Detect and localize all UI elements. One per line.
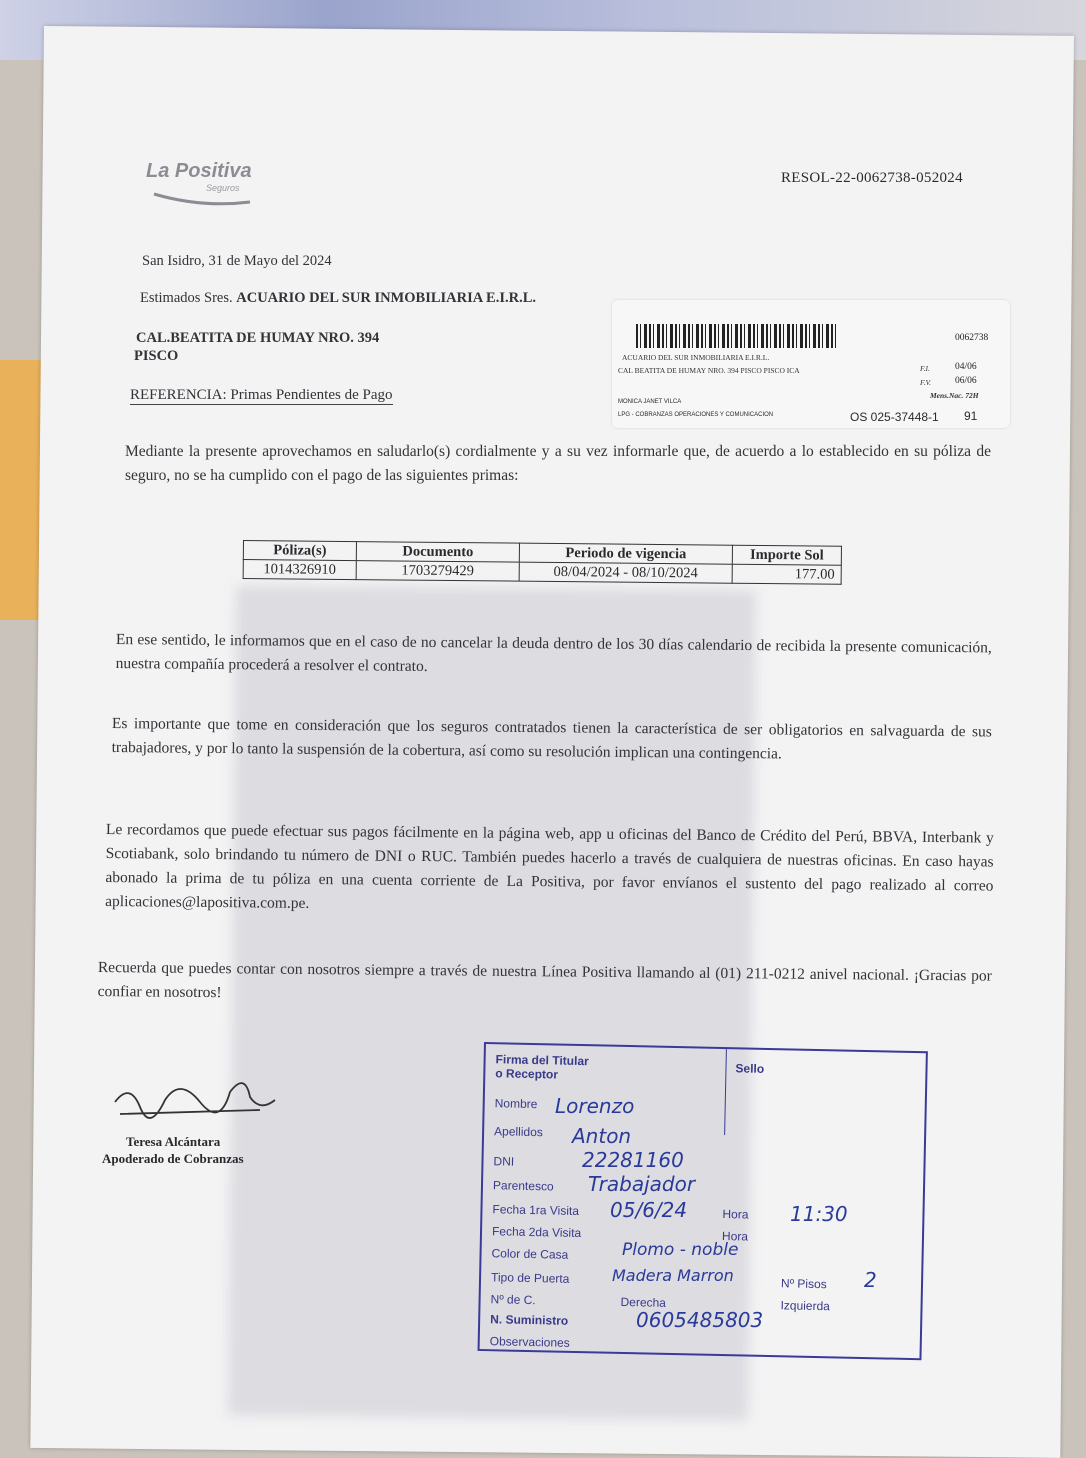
form-parentesco-label: Parentesco (492, 1178, 554, 1194)
cell-importe: 177.00 (732, 564, 841, 584)
form-visita1-label: Fecha 1ra Visita (492, 1202, 580, 1219)
form-divider (724, 1049, 727, 1135)
mail-label (612, 300, 1010, 428)
label-fv: 06/06 (955, 376, 977, 386)
header-documento: Documento (356, 542, 519, 563)
recipient-address: CAL.BEATITA DE HUMAY NRO. 394 (136, 330, 380, 346)
signer-role: Apoderado de Cobranzas (102, 1151, 244, 1166)
logo-swoosh-icon (152, 190, 252, 210)
hw-parentesco: Trabajador (588, 1172, 696, 1196)
hw-suministro: 0605485803 (636, 1308, 764, 1332)
paragraph-2: Es importante que tome en consideración que los seguros contratados tienen la característica de ser obligatorios en salvaguarda de sus trabajadores, y por lo tanto la suspensión de la cobertura, así como su resolución implican una contingencia. (111, 714, 992, 763)
label-fi-label: F.I. (920, 364, 930, 373)
form-nombre-label: Nombre (494, 1096, 538, 1112)
letter-date: San Isidro, 31 de Mayo del 2024 (142, 253, 332, 269)
hw-color: Plomo - noble (622, 1240, 739, 1260)
form-hora2-label: Hora (721, 1229, 749, 1244)
hw-puerta: Madera Marron (612, 1266, 734, 1285)
form-dni-label: DNI (493, 1154, 515, 1169)
header-poliza: Póliza(s) (243, 541, 356, 561)
hw-dni: 22281160 (582, 1148, 684, 1172)
hw-hora: 11:30 (790, 1202, 848, 1226)
label-number: 0062738 (955, 333, 989, 343)
paragraph-3: Le recordamos que puede efectuar sus pagos fácilmente en la página web, app u oficinas del Banco de Crédito del Perú, BBVA, Interbank y Scotiabank, solo brindando tu número de DNI o RUC. También puedes hacerlo a través de cualquiera de nuestras oficinas. En caso hayas abonado la prima de tu póliza en una cuenta corriente de La Positiva, por favor envíanos el sustento del pago realizado al correo aplicaciones@lapositiva.com.pe. (105, 820, 994, 912)
label-mens: Mens.Nac. 72H (930, 391, 979, 400)
form-izquierda-label: Izquierda (780, 1298, 831, 1314)
form-nro-label: Nº de C. (490, 1292, 536, 1308)
logo-text: La Positiva (146, 160, 252, 182)
hw-nombre: Lorenzo (555, 1094, 635, 1118)
label-os: OS 025-37448-1 (850, 410, 939, 424)
form-hora-label: Hora (722, 1207, 749, 1222)
label-fv-label: F.V. (920, 378, 931, 387)
form-suministro-label: N. Suministro (490, 1312, 569, 1328)
label-dept: LPG - COBRANZAS OPERACIONES Y COMUNICACION (618, 412, 774, 418)
cell-periodo: 08/04/2024 - 08/10/2024 (519, 562, 732, 583)
signer-name: Teresa Alcántara (126, 1134, 221, 1149)
form-pisos-label: Nº Pisos (780, 1276, 827, 1292)
barcode (636, 324, 836, 348)
policy-table (243, 540, 842, 585)
hw-pisos: 2 (864, 1268, 877, 1292)
form-obs-label: Observaciones (489, 1334, 570, 1350)
form-color-label: Color de Casa (491, 1246, 569, 1262)
form-firma-label: Firma del Titular (495, 1052, 589, 1069)
intro-paragraph: Mediante la presente aprovechamos en saludarlo(s) cordialmente y a su vez informarle que, de acuerdo a lo establecido en su póliza de seguro, no se ha cumplido con el pago de las siguientes primas: (125, 443, 991, 484)
label-fi: 04/06 (955, 362, 977, 372)
recipient-city: PISCO (134, 348, 179, 364)
cell-poliza: 1014326910 (243, 560, 356, 580)
resolution-number: RESOL-22-0062738-052024 (781, 170, 963, 186)
greeting (140, 290, 536, 307)
logo-subtext: Seguros (206, 183, 240, 193)
form-puerta-label: Tipo de Puerta (490, 1270, 570, 1286)
hw-fecha: 05/6/24 (610, 1198, 688, 1222)
label-code: 91 (964, 409, 978, 423)
cell-documento: 1703279429 (356, 561, 519, 582)
label-person: MONICA JANET VILCA (618, 399, 682, 405)
paragraph-4: Recuerda que puedes contar con nosotros siempre a través de nuestra Línea Positiva llamando al (01) 211-0212 anivel nacional. ¡Gracias por confiar en nosotros! (97, 958, 992, 1002)
recipient-company: ACUARIO DEL SUR INMOBILIARIA E.I.R.L. (236, 290, 536, 306)
header-periodo: Periodo de vigencia (519, 543, 732, 564)
form-visita2-label: Fecha 2da Visita (491, 1224, 582, 1241)
header-importe: Importe Sol (732, 545, 841, 565)
label-line1: ACUARIO DEL SUR INMOBILIARIA E.I.R.L. (622, 353, 770, 362)
greeting-prefix: Estimados Sres. (140, 290, 233, 306)
form-derecha-label: Derecha (620, 1294, 667, 1310)
paragraph-1: En ese sentido, le informamos que en el caso de no cancelar la deuda dentro de los 30 días calendario de recibida la presente comunicación, nuestra compañía procederá a resolver el contrato. (115, 630, 992, 675)
form-sello-label: Sello (735, 1061, 765, 1076)
signature-icon (110, 1072, 280, 1127)
form-receptor-label: o Receptor (495, 1066, 559, 1082)
form-apellidos-label: Apellidos (493, 1124, 543, 1140)
reference: REFERENCIA: Primas Pendientes de Pago (130, 387, 393, 403)
label-line2: CAL BEATITA DE HUMAY NRO. 394 PISCO PISCO ICA (618, 366, 800, 375)
hw-apellidos: Anton (572, 1124, 632, 1148)
